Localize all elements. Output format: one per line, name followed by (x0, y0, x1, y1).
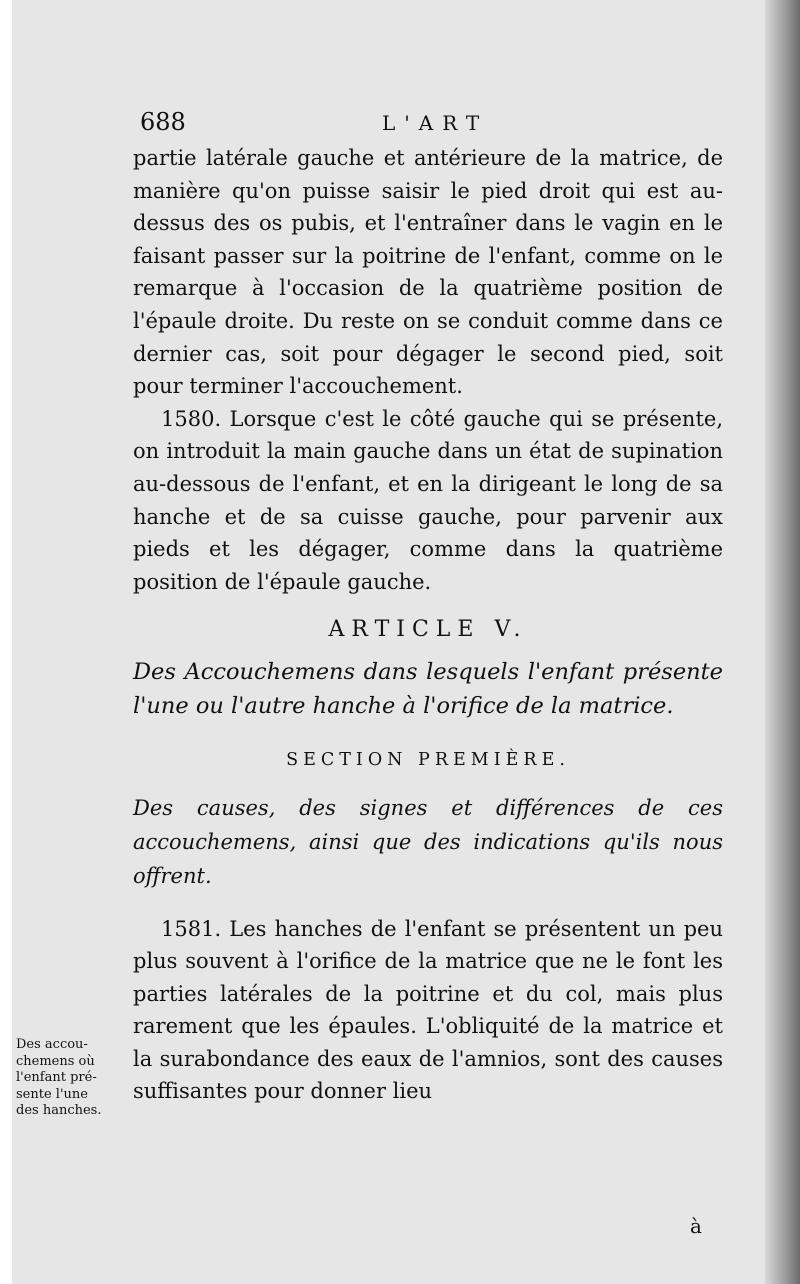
paragraph-1581: 1581. Les hanches de l'enfant se présentent un peu plus souvent à l'orifice de la matrice que ne le font les parties latérales de la poitrine et du col, mais plus rarement que les épaules. L'obliquité de la matrice et la surabondance des eaux de l'amnios, sont des causes suffisantes pour donner lieu (133, 916, 723, 1104)
main-text (133, 142, 723, 1108)
page-edge-shadow (765, 0, 800, 1284)
section-subtitle: Des causes, des signes et différences de ces accouchemens, ainsi que des indications qu'ils nous offrent. (133, 795, 723, 888)
running-head: L'ART (382, 111, 489, 135)
paragraph-1580: 1580. Lorsque c'est le côté gauche qui se présente, on introduit la main gauche dans un état de supination au-dessous de l'enfant, et en la dirigeant le long de sa hanche et de sa cuisse gauche, pour parvenir aux pieds et les dégager, comme dans la quatrième position de l'épaule gauche. (133, 406, 723, 594)
section-title: SECTION PREMIÈRE. (286, 749, 570, 770)
margin-note: Des accou- chemens où l'enfant pré- sente l'une des hanches. (16, 1037, 102, 1118)
catchword: à (690, 1214, 702, 1238)
article-subtitle: Des Accouchemens dans lesquels l'enfant présente l'une ou l'autre hanche à l'orifice de la matrice. (133, 658, 723, 720)
paragraph-continued: partie latérale gauche et antérieure de la matrice, de manière qu'on puisse saisir le pied droit qui est au-dessus des os pubis, et l'entraîner dans le vagin en le faisant passer sur la poitrine de l'enfant, comme on le remarque à l'occasion de la quatrième position de l'épaule droite. Du reste on se conduit comme dans ce dernier cas, soit pour dégager le second pied, soit pour terminer l'accouchement. (133, 146, 723, 399)
page-header (0, 108, 800, 140)
page-number: 688 (140, 108, 186, 136)
article-title: ARTICLE V. (328, 617, 528, 643)
